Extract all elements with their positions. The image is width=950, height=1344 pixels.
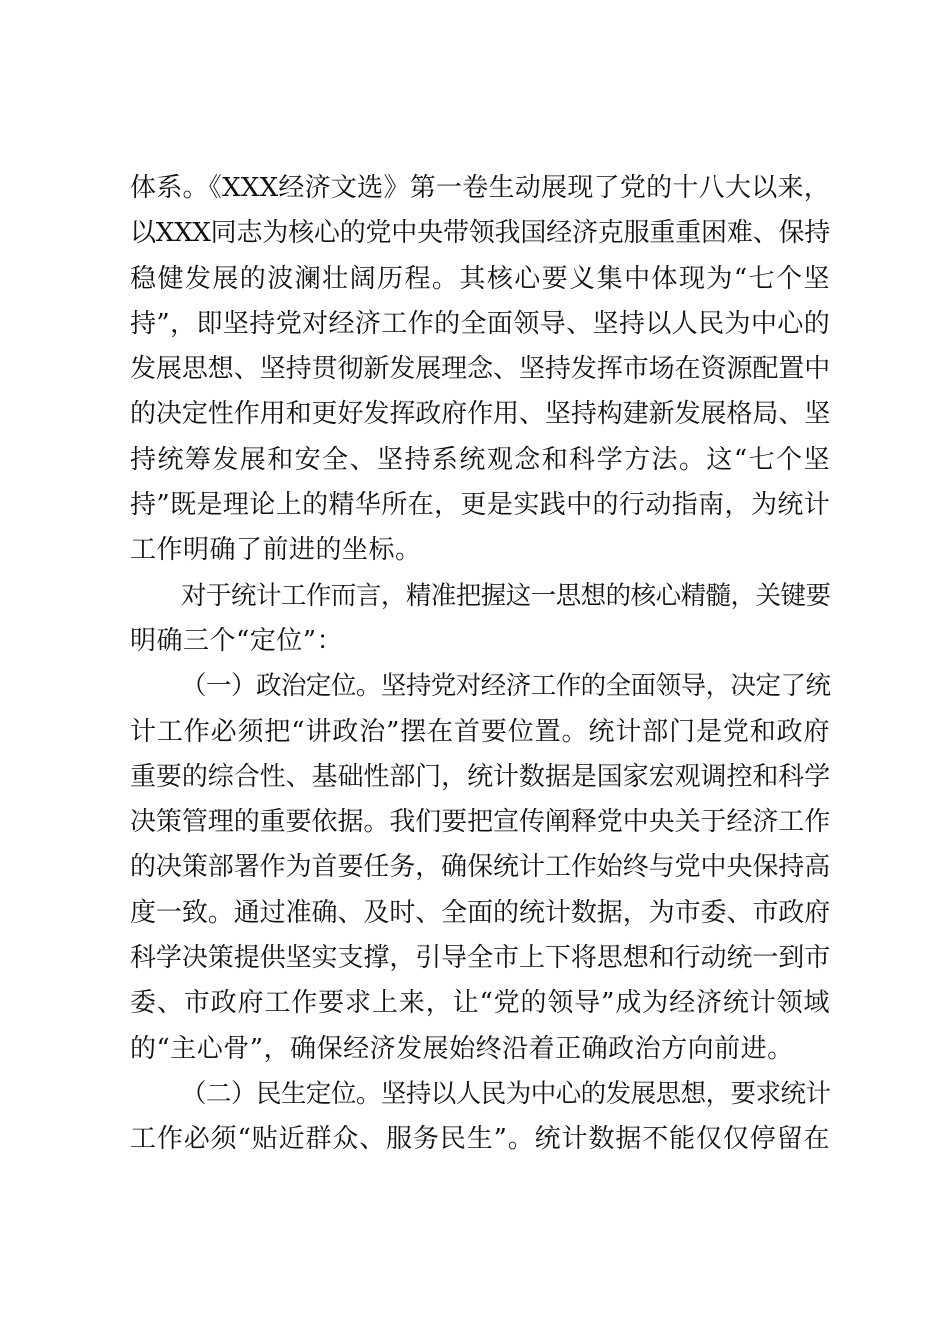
text-line: （二）民生定位。坚持以人民为中心的发展思想，要求统计 [181,1078,830,1109]
paragraph-political-position [130,664,830,1072]
text-line: 的决策部署作为首要任务，确保统计工作始终与党中央保持高 [130,852,830,883]
text-line: 工作明确了前进的坐标。 [130,535,422,566]
text-line: 明确三个“定位”： [130,625,344,656]
text-line: 持”，即坚持党对经济工作的全面领导、坚持以人民为中心的 [130,308,830,339]
text-line: 体系。《XXX经济文选》第一卷生动展现了党的十八大以来， [130,173,830,203]
paragraph-livelihood-position [130,1072,830,1163]
document-body [130,166,830,1163]
text-line: 委、市政府工作要求上来，让“党的领导”成为经济统计领域 [130,988,830,1019]
paragraph-three-positions-intro [130,574,830,665]
text-line: 以XXX同志为核心的党中央带领我国经济克服重重困难、保持 [130,218,830,249]
text-line: 工作必须“贴近群众、服务民生”。统计数据不能仅仅停留在 [130,1124,830,1155]
text-line: 计工作必须把“讲政治”摆在首要位置。统计部门是党和政府 [130,716,830,747]
paragraph-seven-adherences [130,166,830,574]
text-line: 重要的综合性、基础性部门，统计数据是国家宏观调控和科学 [130,761,830,792]
text-line: 稳健发展的波澜壮阔历程。其核心要义集中体现为“七个坚 [130,263,830,294]
text-line: 持统筹发展和安全、坚持系统观念和科学方法。这“七个坚 [130,444,830,475]
text-line: （一）政治定位。坚持党对经济工作的全面领导，决定了统 [181,671,830,702]
text-line: 对于统计工作而言，精准把握这一思想的核心精髓，关键要 [181,580,830,611]
text-line: 持”既是理论上的精华所在，更是实践中的行动指南，为统计 [130,490,830,521]
text-line: 发展思想、坚持贯彻新发展理念、坚持发挥市场在资源配置中 [130,354,830,385]
text-line: 的“主心骨”，确保经济发展始终沿着正确政治方向前进。 [130,1033,794,1064]
text-line: 科学决策提供坚实支撑，引导全市上下将思想和行动统一到市 [130,943,830,974]
text-line: 的决定性作用和更好发挥政府作用、坚持构建新发展格局、坚 [130,399,830,430]
text-line: 决策管理的重要依据。我们要把宣传阐释党中央关于经济工作 [130,807,830,838]
text-line: 度一致。通过准确、及时、全面的统计数据，为市委、市政府 [130,897,830,928]
